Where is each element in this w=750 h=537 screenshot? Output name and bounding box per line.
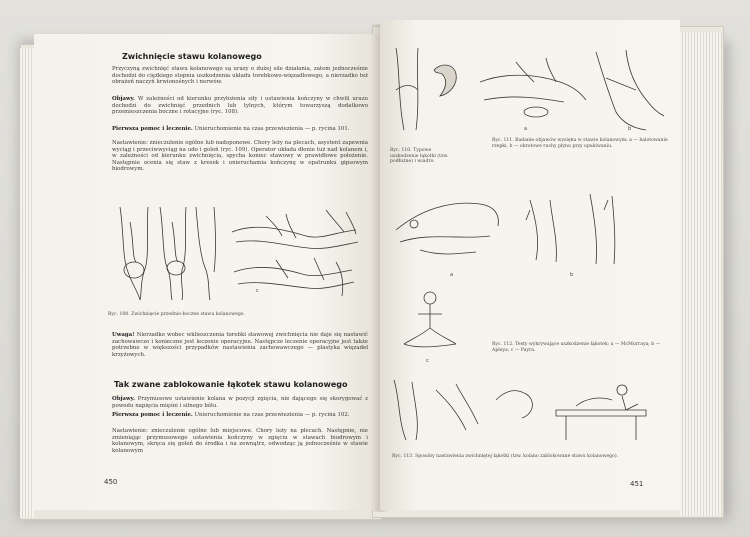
- page-edges-left: [20, 48, 34, 518]
- paragraph: [112, 126, 368, 133]
- paragraph-lead: Objawy.: [112, 96, 135, 102]
- paragraph: [112, 96, 368, 116]
- meniscus-reduction-illustration: [386, 370, 676, 450]
- paragraph: [112, 140, 368, 173]
- paragraph-text: Nierzadko wobec wklieszczenia torebki stawowej zwichnięcia nie daje się nastawić zachowawczo i konieczne jest leczenie operacyjne. Następcze leczenie operacyjne jest także potrzebne w większości przypadków nastawienia zachowawczego — plastyka więzadeł krzyżowych.: [112, 332, 368, 358]
- paragraph: [112, 412, 368, 419]
- figure-label: c: [256, 288, 259, 294]
- figure-label: b: [570, 272, 574, 278]
- paragraph: [112, 66, 368, 86]
- figure-caption: Ryc. 110. Typowe uszkodzenie łąkotki (tzw. podłużne) i wiadro.: [390, 148, 449, 165]
- figure-caption: Ryc. 112. Testy wykrywające uszkodzenie łąkotek: a — McMurraya; b — Apleya; c — Payra.: [492, 342, 661, 353]
- paragraph-text: Nastawienie: znieczulenie ogólne lub nadoponowe. Chory leży na plecach, asystent zapewnia wyciąg i przeciwwyciąg na udo i goleń (ryc. 109). Operator układa dłonie tuż nad kolanem i, w zależności od kierunku zwichnięcia, spycha koniec stawowy w prawidłowe położenie. Następnie ocenia się staw z kresek i unieruchamia kończynę w opatrunku gipsowym biodrowym.: [112, 140, 368, 173]
- figure-caption: Ryc. 111. Badanie objawów wysięku w stawie kolanowym: a — balotowanie rzepki, b — obrotowe ruchy płynu przy opukiwaniu.: [492, 138, 668, 149]
- page-number: 451: [630, 480, 644, 488]
- figure-label: a: [450, 272, 454, 278]
- paragraph-lead: Pierwsza pomoc i leczenie.: [112, 412, 193, 418]
- left-page: [34, 34, 380, 510]
- section-heading: Tak zwane zablokowanie łąkotek stawu kolanowego: [114, 380, 348, 389]
- paragraph: [112, 428, 368, 454]
- figure-caption: Ryc. 108. Zwichnięcie przednio-boczne stawu kolanowego.: [108, 312, 245, 317]
- meniscus-tear-illustration: [390, 40, 460, 140]
- meniscus-test-illustration: [390, 180, 670, 364]
- knee-dislocation-illustration: [110, 202, 220, 302]
- paragraph-text: Unieruchomienie na czas przewiezienia — p. rycina 102.: [194, 412, 350, 418]
- paragraph: [112, 396, 368, 409]
- paragraph-lead: Pierwsza pomoc i leczenie.: [112, 126, 193, 132]
- figure-caption: Ryc. 113. Sposoby nastawienia zwichniętej łąkotki (tzw. kolano zablokowane stawu kolanowego).: [392, 454, 619, 459]
- figure-label: b: [628, 126, 632, 132]
- right-page: [380, 20, 680, 510]
- effusion-test-illustration: [476, 42, 666, 132]
- section-heading: Zwichnięcie stawu kolanowego: [122, 52, 262, 61]
- paragraph-text: Przyczyną zwichnięć stawu kolanowego są urazy o dużej sile działania, zatem jednocześnie dochodzi do ciężkiego stopnia uszkodzenia układu torebkowo-więzadłowego, a nierzadko też obrażeń naczyń krwionośnych i nerwów.: [112, 66, 368, 86]
- reduction-manoeuvre-illustration: [226, 202, 366, 302]
- figure-label: c: [426, 358, 429, 364]
- paragraph-lead: Uwaga!: [112, 332, 135, 338]
- paragraph-text: W zależności od kierunku przyłożenia siły i ustawienia kończyny w chwili urazu dochodzi do zwichnięć przednich lub tylnych, którym towarzyszą dodatkowo przemieszczenia boczne i rotacyjne (ryc. 108).: [112, 96, 369, 116]
- paragraph-text: Nastawienie: znieczulenie ogólne lub miejscowe. Chory leży na plecach. Następnie, nie zmieniając przymusowego ustawienia kończyny w zgięciu w stawach biodrowym i kolanowym, skręca się goleń do środka i na zewnątrz, odwodząc ją jednocześnie w stawie kolanowym: [112, 428, 368, 454]
- paragraph-text: Przymusowe ustawienie kolana w pozycji zgięcia, nie dającego się skorygować z powodu napięcia mięśni i silnego bólu.: [112, 396, 368, 409]
- page-number: 450: [104, 478, 118, 486]
- paragraph: [112, 332, 368, 358]
- paragraph-text: Unieruchomienie na czas przewiezienia — p. rycina 101.: [194, 126, 350, 132]
- figure-label: a: [524, 126, 528, 132]
- page-edges-right: [680, 32, 722, 516]
- paragraph-lead: Objawy.: [112, 396, 135, 402]
